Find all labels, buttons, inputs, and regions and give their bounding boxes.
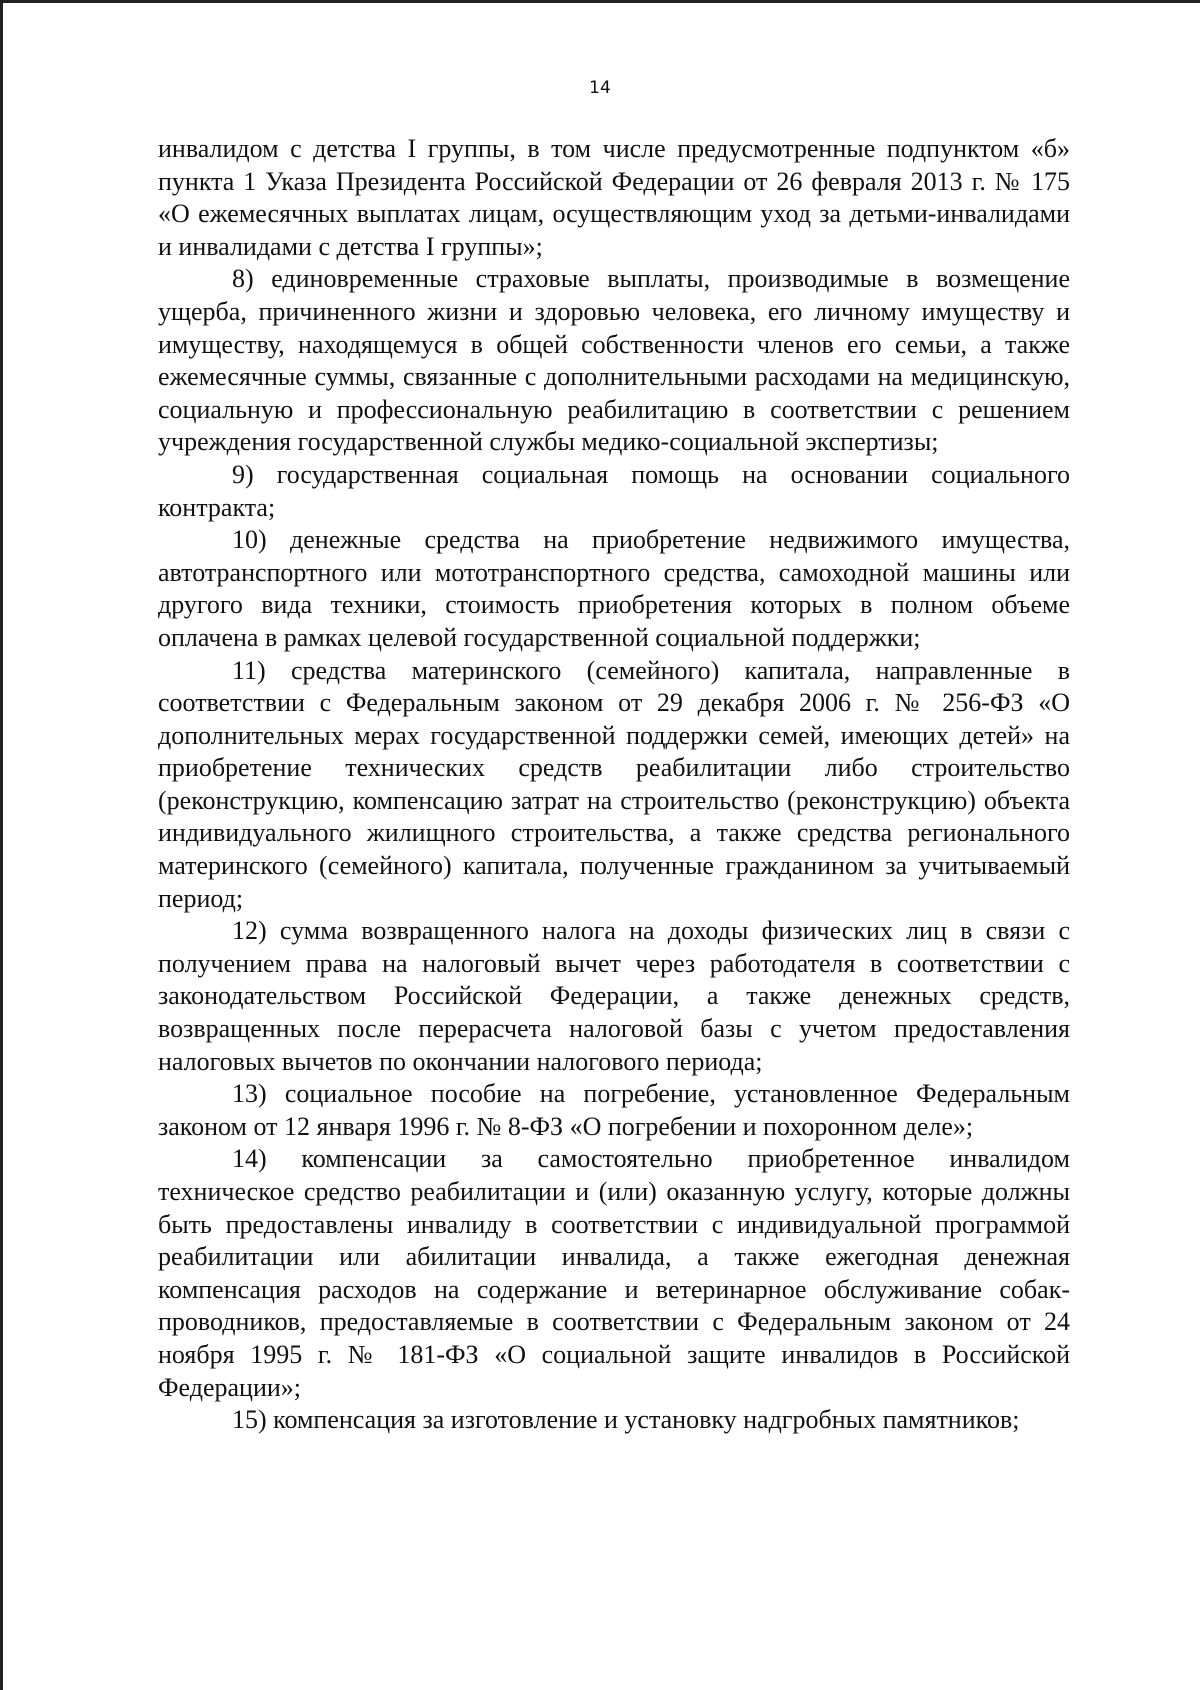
body-text (158, 133, 1070, 1437)
paragraph-item-10: 10) денежные средства на приобретение недвижимого имущества, автотранспортного или мототранспортного средства, самоходной машины или другого вида техники, стоимость приобретения которых в полном объеме оплачена в рамках целевой государственной социальной поддержки; (158, 525, 1070, 652)
scan-edge-top (0, 0, 1200, 3)
page-number: 14 (589, 78, 611, 98)
paragraph-item-15: 15) компенсация за изготовление и установку надгробных памятников; (232, 1405, 1020, 1435)
scan-edge-left (0, 0, 3, 1690)
paragraph-item-11: 11) средства материнского (семейного) капитала, направленные в соответствии с Федеральным законом от 29 декабря 2006 г. № 256-ФЗ «О дополнительных мерах государственной поддержки семей, имеющих детей» на приобретение технических средств реабилитации либо строительство (реконструкцию, компенсацию затрат на строительство (реконструкцию) объекта индивидуального жилищного строительства, а также средства регионального материнского (семейного) капитала, полученные гражданином за учитываемый период; (158, 655, 1070, 913)
paragraph-item-14: 14) компенсации за самостоятельно приобретенное инвалидом техническое средство реабилитации и (или) оказанную услугу, которые должны быть предоставлены инвалиду в соответствии с индивидуальной программой реабилитации или абилитации инвалида, а также ежегодная денежная компенсация расходов на содержание и ветеринарное обслуживание собак-проводников, предоставляемые в соответствии с Федеральным законом от 24 ноября 1995 г. № 181-ФЗ «О социальной защите инвалидов в Российской Федерации»; (158, 1144, 1070, 1402)
paragraph-item-13: 13) социальное пособие на погребение, установленное Федеральным законом от 12 января 1996 г. № 8-ФЗ «О погребении и похоронном деле»; (158, 1079, 1070, 1141)
paragraph-item-9: 9) государственная социальная помощь на основании социального контракта; (158, 459, 1070, 522)
paragraph-continuation: инвалидом с детства I группы, в том числе предусмотренные подпунктом «б» пункта 1 Указа Президента Российской Федерации от 26 февраля 2013 г. № 175 «О ежемесячных выплатах лицам, осуществляющим уход за детьми-инвалидами и инвалидами с детства I группы»; (158, 134, 1070, 261)
paragraph-item-8: 8) единовременные страховые выплаты, производимые в возмещение ущерба, причиненного жизни и здоровью человека, его личному имуществу и имуществу, находящемуся в общей собственности членов его семьи, а также ежемесячные суммы, связанные с дополнительными расходами на медицинскую, социальную и профессиональную реабилитацию в соответствии с решением учреждения государственной службы медико-социальной экспертизы; (158, 264, 1070, 457)
paragraph-item-12: 12) сумма возвращенного налога на доходы физических лиц в связи с получением права на налоговый вычет через работодателя в соответствии с законодательством Российской Федерации, а также денежных средств, возвращенных после перерасчета налоговой базы с учетом предоставления налоговых вычетов по окончании налогового периода; (158, 916, 1070, 1076)
